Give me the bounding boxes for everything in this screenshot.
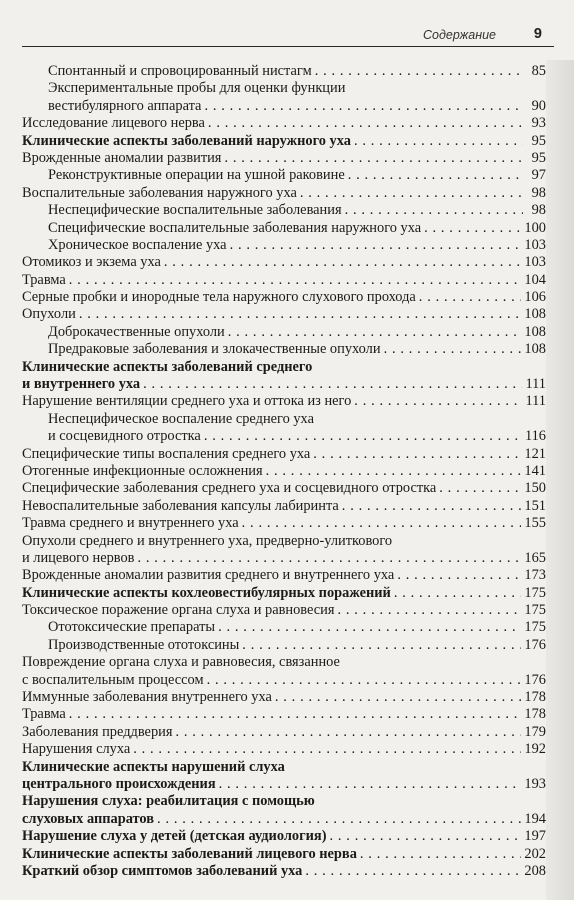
toc-entry-title: Травма [22, 706, 66, 723]
toc-entry-page: 194 [524, 810, 546, 827]
toc-entry-title: Специфические воспалительные заболевания наружного уха [48, 219, 422, 236]
toc-entry [22, 80, 546, 97]
toc-entry [22, 759, 546, 776]
toc-entry-page: 179 [524, 723, 546, 740]
toc-leader-dots [69, 272, 522, 289]
toc-entry-title: Токсическое поражение органа слуха и равновесия [22, 602, 335, 619]
toc-entry-title: и внутреннего уха [22, 376, 141, 393]
toc-entry-page: 116 [524, 428, 546, 445]
toc-entry [22, 863, 546, 880]
toc-leader-dots [208, 115, 523, 132]
toc-entry-page: 95 [531, 132, 546, 149]
toc-leader-dots [242, 637, 521, 654]
toc-entry-page: 193 [524, 776, 546, 792]
toc-entry [22, 376, 546, 393]
toc-entry [22, 672, 546, 689]
toc-leader-dots [342, 498, 522, 515]
toc-entry [22, 689, 546, 706]
toc-leader-dots [348, 167, 523, 184]
toc-leader-dots [337, 602, 521, 619]
toc-entry-title: Воспалительные заболевания наружного уха [22, 184, 297, 201]
toc-entry [22, 498, 546, 515]
toc-entry-page: 176 [524, 636, 546, 653]
toc-entry-title: Нарушения слуха [22, 741, 131, 758]
toc-entry-title: Экспериментальные пробы для оценки функции [48, 80, 346, 97]
toc-entry-page: 85 [531, 62, 546, 79]
toc-entry-page: 111 [525, 393, 546, 410]
toc-entry [22, 828, 546, 845]
toc-leader-dots [204, 428, 522, 445]
toc-entry-title: слуховых аппаратов [22, 810, 155, 827]
toc-entry-title: и лицевого нервов [22, 549, 135, 566]
toc-entry [22, 724, 546, 741]
toc-entry-title: центрального происхождения [22, 776, 216, 792]
toc-entry-title: Отомикоз и экзема уха [22, 254, 161, 271]
toc-leader-dots [69, 706, 522, 723]
toc-entry [22, 98, 546, 115]
toc-leader-dots [219, 776, 522, 793]
toc-entry-title: Повреждение органа слуха и равновесия, связанное [22, 654, 340, 671]
toc-entry [22, 359, 546, 376]
toc-entry [22, 411, 546, 428]
toc-entry-title: Опухоли [22, 306, 76, 323]
toc-leader-dots [384, 341, 522, 358]
toc-entry [22, 428, 546, 445]
toc-leader-dots [133, 741, 521, 758]
toc-entry [22, 480, 546, 497]
toc-entry [22, 133, 546, 150]
toc-entry-title: Нарушение слуха у детей (детская аудиология) [22, 828, 327, 845]
toc-leader-dots [164, 254, 522, 271]
toc-leader-dots [218, 619, 521, 636]
toc-entry-title: Краткий обзор симптомов заболеваний уха [22, 862, 303, 879]
toc-entry [22, 115, 546, 132]
toc-entry [22, 254, 546, 271]
table-of-contents [22, 63, 546, 880]
toc-entry-title: Врожденные аномалии развития [22, 149, 222, 166]
toc-entry [22, 306, 546, 323]
toc-entry-title: Предраковые заболевания и злокачественные опухоли [48, 341, 381, 358]
toc-leader-dots [305, 863, 521, 880]
toc-entry-title: Травма среднего и внутреннего уха [22, 515, 239, 532]
toc-entry [22, 741, 546, 758]
page-edge-shadow [546, 60, 574, 900]
toc-entry [22, 602, 546, 619]
toc-entry [22, 220, 546, 237]
toc-entry-title: Производственные ототоксины [48, 636, 240, 653]
toc-entry-page: 104 [524, 271, 546, 288]
toc-entry-title: Клинические аспекты кохлеовестибулярных поражений [22, 584, 391, 601]
toc-entry [22, 150, 546, 167]
toc-leader-dots [315, 63, 523, 80]
toc-entry [22, 289, 546, 306]
toc-entry-page: 202 [524, 845, 546, 862]
toc-entry-title: Клинические аспекты заболеваний среднего [22, 358, 313, 375]
toc-entry [22, 585, 546, 602]
toc-entry [22, 776, 546, 793]
toc-entry-page: 178 [524, 689, 546, 706]
toc-entry-title: Специфические типы воспаления среднего уха [22, 445, 311, 462]
toc-entry-page: 103 [524, 254, 546, 271]
toc-entry-title: Клинические аспекты заболеваний наружного уха [22, 132, 351, 149]
toc-leader-dots [224, 150, 523, 167]
toc-entry-title: Специфические заболевания среднего уха и сосцевидного отростка [22, 480, 437, 497]
toc-entry-page: 192 [524, 741, 546, 758]
toc-leader-dots [204, 98, 523, 115]
toc-entry [22, 185, 546, 202]
toc-entry-page: 173 [524, 567, 546, 584]
page-number: 9 [533, 26, 542, 42]
toc-entry-title: Хроническое воспаление уха [48, 236, 227, 253]
toc-leader-dots [275, 689, 522, 706]
toc-leader-dots [300, 185, 523, 202]
toc-entry-title: и сосцевидного отростка [48, 428, 201, 445]
toc-leader-dots [79, 306, 522, 323]
toc-entry-page: 175 [524, 584, 546, 601]
toc-entry-title: Травма [22, 271, 66, 288]
toc-leader-dots [394, 585, 522, 602]
toc-entry-page: 98 [531, 184, 546, 201]
toc-entry-page: 93 [531, 115, 546, 132]
toc-leader-dots [137, 550, 521, 567]
toc-entry-title: Реконструктивные операции на ушной раковине [48, 167, 345, 184]
toc-entry-title: Иммунные заболевания внутреннего уха [22, 689, 272, 706]
toc-entry-page: 178 [524, 706, 546, 723]
toc-leader-dots [354, 133, 523, 150]
toc-entry-title: Невоспалительные заболевания капсулы лабиринта [22, 497, 339, 514]
toc-entry-title: Клинические аспекты заболеваний лицевого нерва [22, 845, 357, 862]
toc-entry [22, 272, 546, 289]
toc-entry-page: 100 [524, 219, 546, 236]
toc-leader-dots [157, 811, 521, 828]
toc-entry-page: 155 [524, 515, 546, 532]
toc-entry-page: 165 [524, 549, 546, 566]
toc-entry-page: 141 [524, 462, 546, 479]
toc-entry [22, 706, 546, 723]
toc-leader-dots [330, 828, 522, 845]
running-header-title: Содержание [423, 28, 496, 42]
toc-entry-page: 97 [531, 167, 546, 184]
toc-entry [22, 446, 546, 463]
toc-leader-dots [175, 724, 521, 741]
toc-entry-title: с воспалительным процессом [22, 671, 204, 688]
toc-entry-title: Нарушения слуха: реабилитация с помощью [22, 793, 315, 810]
toc-leader-dots [424, 220, 521, 237]
toc-entry-page: 108 [524, 341, 546, 358]
toc-entry-page: 150 [524, 480, 546, 497]
toc-entry [22, 567, 546, 584]
toc-entry-page: 108 [524, 306, 546, 323]
toc-leader-dots [397, 567, 521, 584]
toc-entry-page: 121 [524, 445, 546, 462]
toc-entry [22, 341, 546, 358]
toc-entry-page: 95 [531, 149, 546, 166]
toc-entry-title: Клинические аспекты нарушений слуха [22, 758, 285, 775]
toc-entry-page: 106 [524, 289, 546, 306]
toc-entry-page: 176 [524, 671, 546, 688]
toc-entry-page: 108 [524, 323, 546, 340]
toc-entry [22, 533, 546, 550]
toc-entry [22, 463, 546, 480]
toc-entry-title: вестибулярного аппарата [48, 97, 202, 114]
toc-entry-title: Заболевания преддверия [22, 723, 173, 740]
toc-leader-dots [439, 480, 521, 497]
toc-leader-dots [242, 515, 522, 532]
toc-leader-dots [230, 237, 522, 254]
running-header [22, 26, 554, 47]
toc-entry [22, 654, 546, 671]
toc-entry-page: 175 [524, 602, 546, 619]
toc-entry [22, 793, 546, 810]
toc-entry [22, 637, 546, 654]
toc-entry-title: Доброкачественные опухоли [48, 323, 225, 340]
toc-leader-dots [419, 289, 522, 306]
toc-entry [22, 324, 546, 341]
toc-entry-title: Спонтанный и спровоцированный нистагм [48, 62, 312, 79]
toc-entry-page: 151 [524, 497, 546, 514]
toc-leader-dots [207, 672, 522, 689]
toc-entry-page: 90 [531, 97, 546, 114]
toc-entry-title: Ототоксические препараты [48, 619, 216, 636]
toc-entry-title: Неспецифическое воспаление среднего уха [48, 410, 314, 427]
toc-leader-dots [143, 376, 522, 393]
toc-leader-dots [266, 463, 522, 480]
toc-entry-page: 175 [524, 619, 546, 636]
toc-entry [22, 237, 546, 254]
toc-entry [22, 202, 546, 219]
toc-entry [22, 63, 546, 80]
toc-entry [22, 846, 546, 863]
toc-entry-title: Отогенные инфекционные осложнения [22, 462, 263, 479]
toc-entry [22, 515, 546, 532]
toc-leader-dots [360, 846, 522, 863]
toc-leader-dots [354, 393, 522, 410]
toc-entry-title: Серные пробки и инородные тела наружного слухового прохода [22, 289, 416, 306]
toc-leader-dots [313, 446, 521, 463]
toc-entry-title: Врожденные аномалии развития среднего и внутреннего уха [22, 567, 395, 584]
toc-entry-page: 103 [524, 236, 546, 253]
toc-entry-title: Исследование лицевого нерва [22, 115, 205, 132]
toc-entry [22, 393, 546, 410]
toc-entry-title: Неспецифические воспалительные заболевания [48, 202, 342, 219]
toc-entry-page: 98 [531, 202, 546, 219]
toc-leader-dots [228, 324, 522, 341]
toc-entry-title: Нарушение вентиляции среднего уха и оттока из него [22, 393, 352, 410]
toc-entry-title: Опухоли среднего и внутреннего уха, предверно-улиткового [22, 532, 393, 549]
toc-entry [22, 811, 546, 828]
toc-entry-page: 208 [524, 862, 546, 879]
toc-leader-dots [345, 202, 523, 219]
toc-entry [22, 550, 546, 567]
toc-entry [22, 167, 546, 184]
toc-entry [22, 620, 546, 637]
toc-entry-page: 111 [525, 376, 546, 393]
toc-entry-page: 197 [524, 828, 546, 845]
